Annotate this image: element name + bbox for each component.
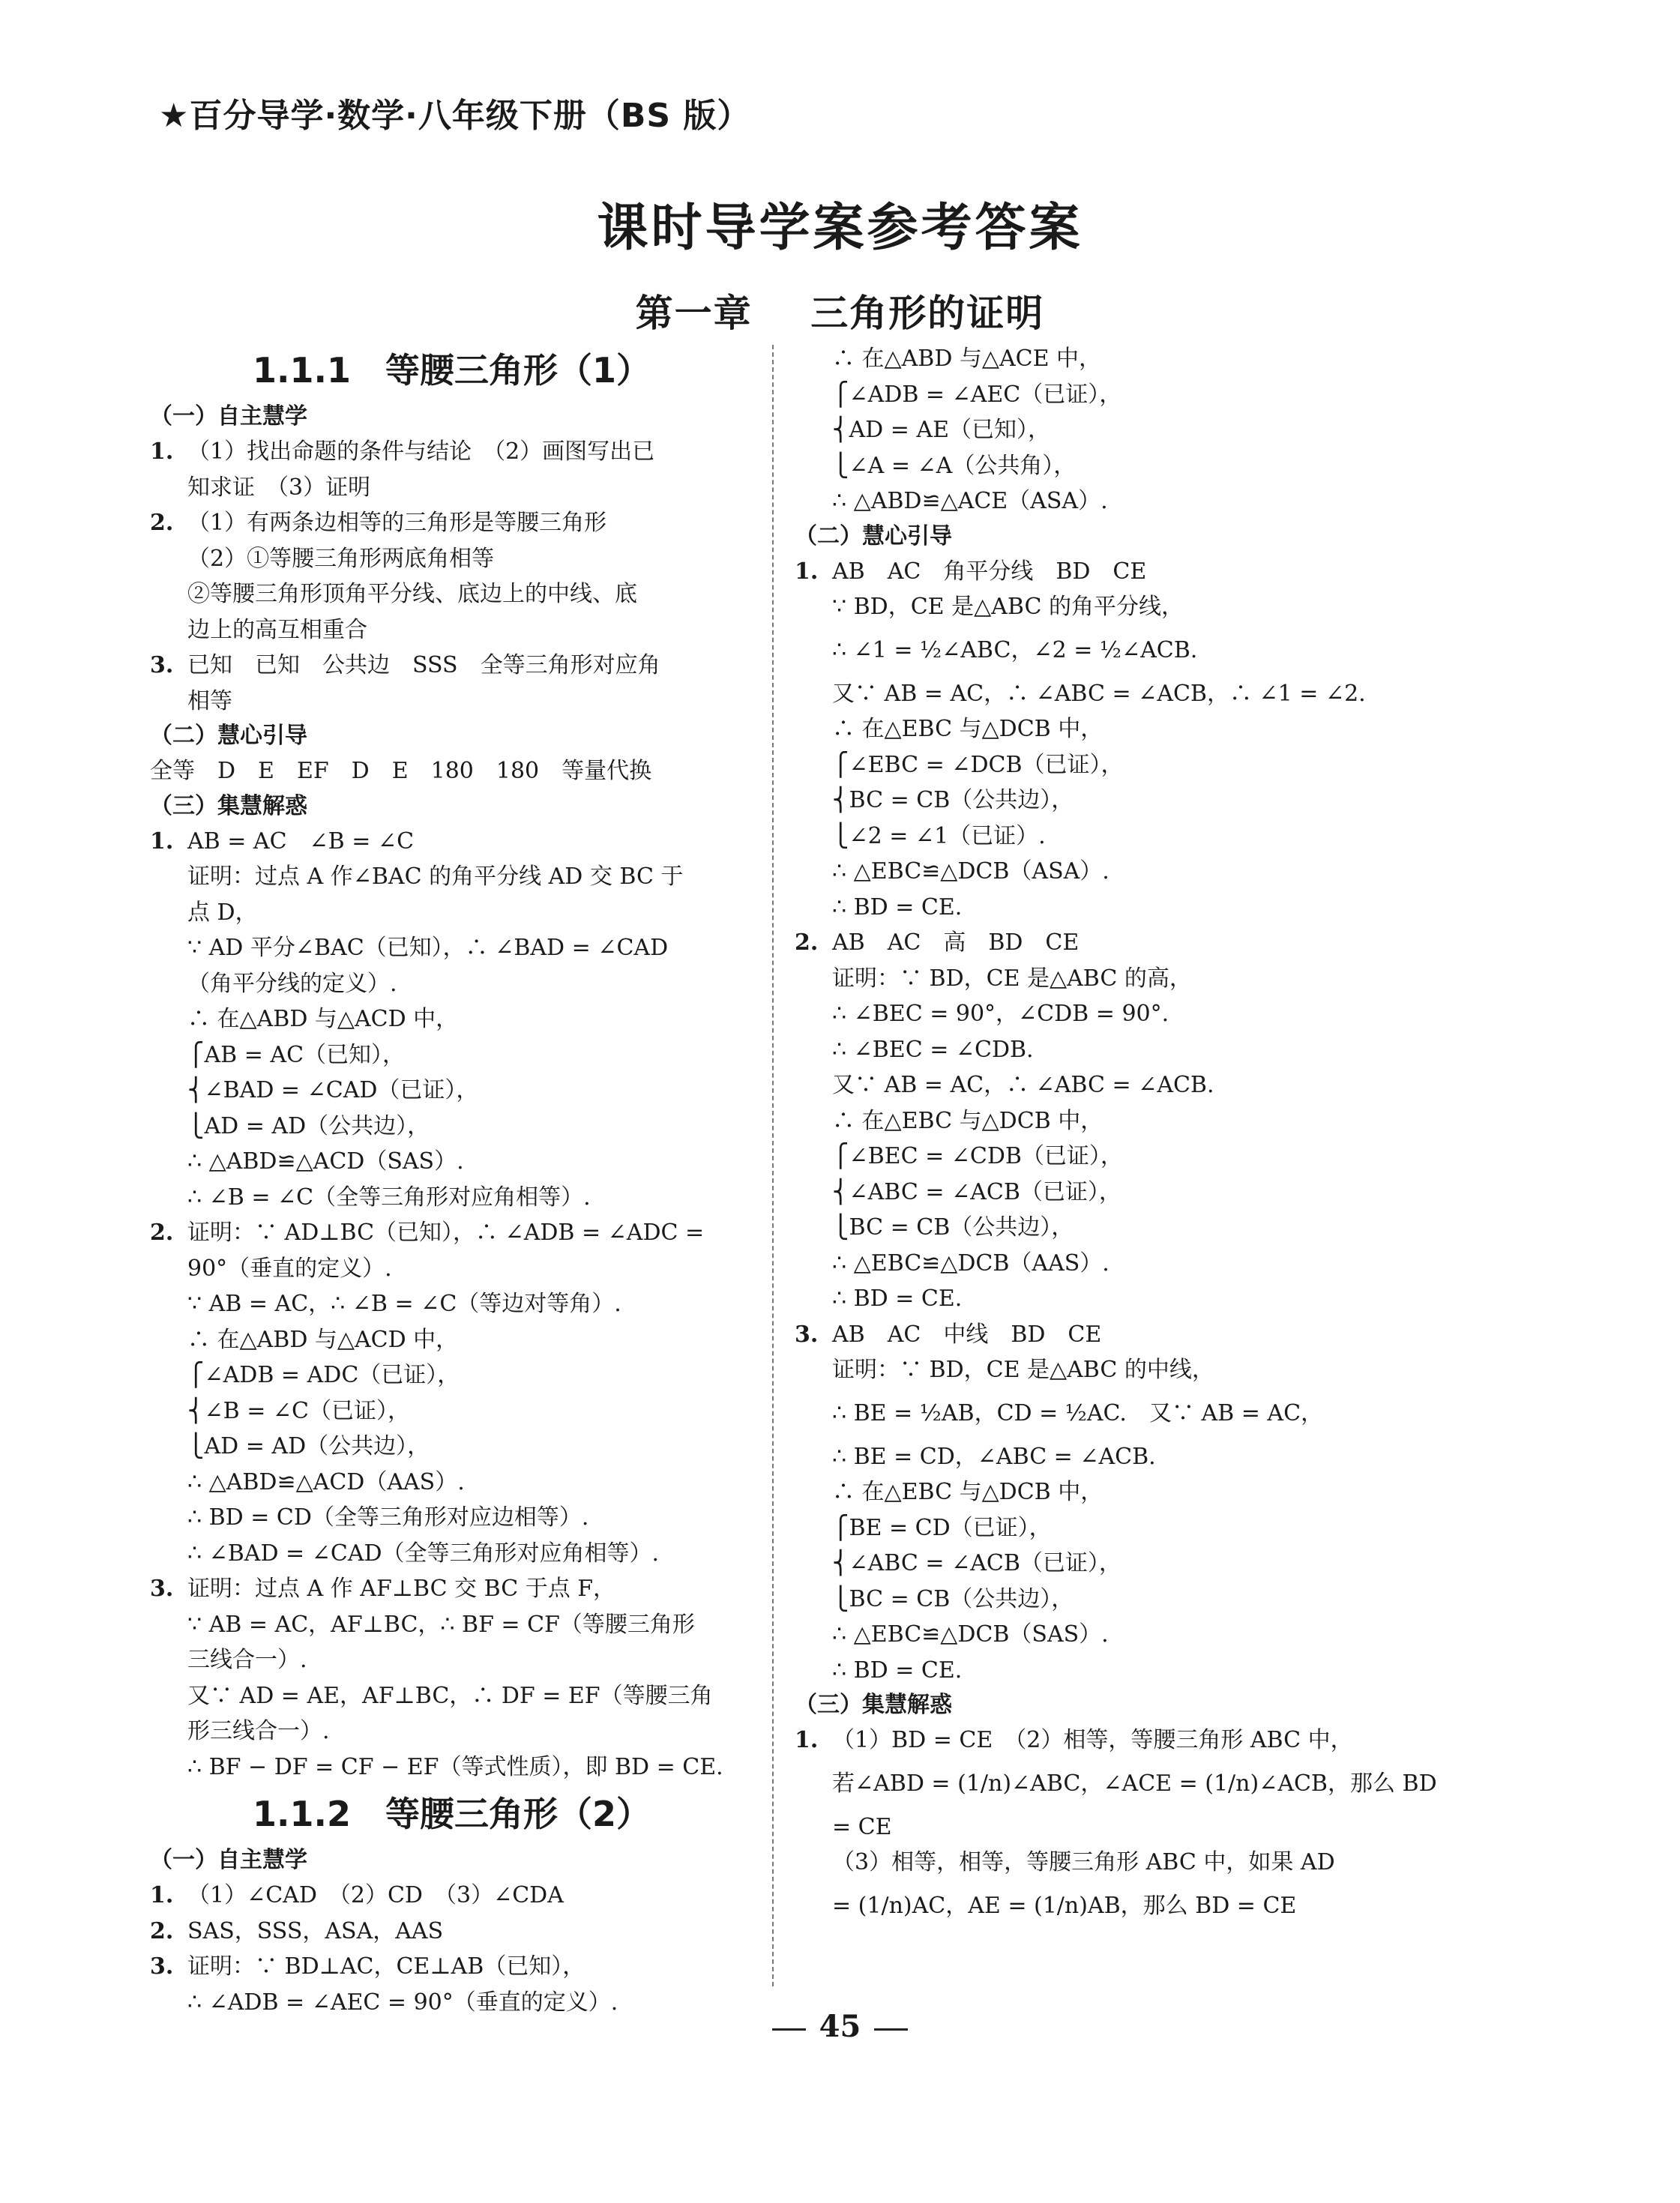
text-line: ∴ BF − DF = CF − EF（等式性质），即 BD = CE. [187, 1753, 723, 1780]
section-title: 1.1.2 等腰三角形（2） [253, 1794, 651, 1834]
right-column [795, 341, 1437, 1932]
text-line: 证明：∵ BD，CE 是△ABC 的高， [832, 965, 1192, 992]
text-line: ∴ 在△EBC 与△DCB 中， [832, 716, 1104, 742]
book-header: ★百分导学·数学·八年级下册（BS 版） [159, 97, 751, 135]
item-number: 3. [795, 1321, 819, 1348]
text-line: 证明：∵ BD⊥AC，CE⊥AB（已知）， [187, 1953, 585, 1980]
brace-line: ⎨∠ABC = ∠ACB（已证）， [832, 1550, 1121, 1576]
text-line: 相等 [187, 687, 232, 714]
text-line: = CE [832, 1813, 892, 1840]
item-number: 2. [150, 1917, 174, 1944]
page-footer [0, 2009, 1680, 2044]
text-line: ∴ △ABD≌△ACD（AAS）. [187, 1468, 465, 1495]
left-column [150, 341, 753, 2020]
text-line: ∵ BD，CE 是△ABC 的角平分线， [832, 594, 1184, 620]
item-number: 1. [795, 558, 819, 585]
subsection-heading: （一）自主慧学 [150, 1847, 307, 1873]
text-line: 点 D， [187, 899, 258, 926]
fraction-line: ∴ BE = ½AB，CD = ½AC. 又∵ AB = AC， [832, 1399, 1324, 1426]
text-line: 证明：∵ BD，CE 是△ABC 的中线， [832, 1357, 1214, 1383]
text-line: 90°（垂直的定义）. [187, 1255, 392, 1282]
text-line: （角平分线的定义）. [187, 970, 397, 997]
text-line: （1）有两条边相等的三角形是等腰三角形 [187, 510, 607, 536]
text-line: 又∵ AB = AC，∴ ∠ABC = ∠ACB. [832, 1072, 1214, 1098]
text-line: ∴ △EBC≌△DCB（SAS）. [832, 1621, 1109, 1648]
text-line: 证明：∵ AD⊥BC（已知），∴ ∠ADB = ∠ADC = [187, 1220, 705, 1246]
brace-line: ⎩AD = AD（公共边）， [187, 1112, 430, 1139]
item-number: 1. [150, 1882, 174, 1908]
brace-line: ⎨AD = AE（已知）， [832, 417, 1050, 443]
text-line: 边上的高互相重合 [187, 616, 367, 643]
brace-line: ⎧∠EBC = ∠DCB（已证）， [832, 751, 1124, 778]
text-line: AB AC 高 BD CE [832, 929, 1080, 956]
text-line: ∵ AB = AC，AF⊥BC，∴ BF = CF（等腰三角形 [187, 1611, 695, 1638]
brace-line: ⎧AB = AC（已知）， [187, 1041, 406, 1068]
item-number: 2. [150, 510, 174, 536]
text-line: AB = AC ∠B = ∠C [187, 828, 415, 855]
text-line: ②等腰三角形顶角平分线、底边上的中线、底 [187, 581, 637, 607]
fraction-line: ∴ ∠1 = ½∠ABC，∠2 = ½∠ACB. [832, 636, 1198, 663]
text-line: （1）∠CAD （2）CD （3）∠CDA [187, 1882, 564, 1908]
text-line: 已知 已知 公共边 SSS 全等三角形对应角 [187, 652, 660, 678]
subsection-heading: （三）集慧解惑 [795, 1692, 952, 1718]
text-line: ∴ △ABD≌△ACD（SAS）. [187, 1148, 464, 1175]
column-divider [772, 345, 774, 1986]
text-line: ∵ AB = AC，∴ ∠B = ∠C（等边对等角）. [187, 1291, 621, 1317]
text-line: ∴ ∠B = ∠C（全等三角形对应角相等）. [187, 1184, 591, 1211]
fraction-line: = (1/n)AC，AE = (1/n)AB，那么 BD = CE [832, 1892, 1297, 1919]
text-line: ∴ BD = CE. [832, 893, 963, 920]
subsection-heading: （二）慧心引导 [795, 522, 952, 549]
text-line: ∴ 在△EBC 与△DCB 中， [832, 1107, 1104, 1134]
subsection-heading: （二）慧心引导 [150, 723, 307, 749]
text-line: ∴ ∠BAD = ∠CAD（全等三角形对应角相等）. [187, 1540, 660, 1567]
brace-line: ⎩BC = CB（公共边）， [832, 1585, 1074, 1612]
text-line: 三线合一）. [187, 1647, 307, 1673]
page-number: 45 [819, 2009, 861, 2044]
text-line: ∴ BE = CD，∠ABC = ∠ACB. [832, 1443, 1156, 1470]
section-title: 1.1.1 等腰三角形（1） [253, 350, 651, 391]
item-number: 3. [150, 652, 174, 678]
subsection-heading: （三）集慧解惑 [150, 792, 307, 819]
brace-line: ⎨BC = CB（公共边）， [832, 787, 1074, 813]
brace-line: ⎧BE = CD（已证）， [832, 1514, 1052, 1541]
brace-line: ⎨∠ABC = ∠ACB（已证）， [832, 1178, 1121, 1205]
footer-dash-left [772, 2028, 806, 2031]
brace-line: ⎩BC = CB（公共边）， [832, 1214, 1074, 1241]
text-line: ∴ △EBC≌△DCB（AAS）. [832, 1250, 1110, 1277]
brace-line: ⎧∠ADB = ADC（已证）， [187, 1362, 460, 1388]
text-line: ∴ BD = CD（全等三角形对应边相等）. [187, 1504, 589, 1531]
fraction-line: 若∠ABD = (1/n)∠ABC，∠ACE = (1/n)∠ACB，那么 BD [832, 1770, 1437, 1797]
item-number: 1. [795, 1727, 819, 1753]
text-line: SAS，SSS，ASA，AAS [187, 1917, 444, 1944]
item-number: 2. [795, 929, 819, 956]
text-line: 全等 D E EF D E 180 180 等量代换 [150, 758, 652, 784]
text-line: 形三线合一）. [187, 1718, 330, 1744]
brace-line: ⎨∠B = ∠C（已证）， [187, 1397, 410, 1424]
text-line: ∵ AD 平分∠BAC（已知），∴ ∠BAD = ∠CAD [187, 935, 669, 961]
item-number: 2. [150, 1220, 174, 1246]
text-line: 证明：过点 A 作∠BAC 的角平分线 AD 交 BC 于 [187, 864, 684, 890]
footer-dash-right [874, 2028, 908, 2031]
text-line: ∴ ∠ADB = ∠AEC = 90°（垂直的定义）. [187, 1989, 618, 2016]
text-line: AB AC 中线 BD CE [832, 1321, 1102, 1348]
text-line: ∴ 在△ABD 与△ACD 中， [187, 1326, 459, 1353]
text-line: ∴ 在△ABD 与△ACD 中， [187, 1006, 459, 1032]
subsection-heading: （一）自主慧学 [150, 403, 307, 430]
text-line: ∴ △ABD≌△ACE（ASA）. [832, 488, 1108, 514]
text-line: （2）①等腰三角形两底角相等 [187, 545, 495, 572]
brace-line: ⎩∠2 = ∠1（已证）. [832, 822, 1046, 849]
text-line: （1）找出命题的条件与结论 （2）画图写出已 [187, 439, 655, 465]
text-line: ∴ ∠BEC = 90°，∠CDB = 90°. [832, 1001, 1169, 1027]
text-line: ∴ BD = CE. [832, 1657, 963, 1684]
text-line: ∴ 在△EBC 与△DCB 中， [832, 1479, 1104, 1505]
text-line: ∴ ∠BEC = ∠CDB. [832, 1036, 1034, 1063]
text-line: ∴ 在△ABD 与△ACE 中， [832, 346, 1102, 372]
page-title: 课时导学案参考答案 [597, 199, 1083, 258]
item-number: 1. [150, 439, 174, 465]
item-number: 3. [150, 1953, 174, 1980]
text-line: 又∵ AD = AE，AF⊥BC，∴ DF = EF（等腰三角 [187, 1682, 713, 1709]
text-line: （3）相等，相等，等腰三角形 ABC 中，如果 AD [832, 1849, 1335, 1875]
item-number: 3. [150, 1576, 174, 1602]
brace-line: ⎧∠BEC = ∠CDB（已证）， [832, 1143, 1123, 1169]
brace-line: ⎨∠BAD = ∠CAD（已证）， [187, 1077, 479, 1103]
text-line: 证明：过点 A 作 AF⊥BC 交 BC 于点 F， [187, 1576, 616, 1602]
text-line: 又∵ AB = AC，∴ ∠ABC = ∠ACB，∴ ∠1 = ∠2. [832, 680, 1366, 707]
text-line: ∴ △EBC≌△DCB（ASA）. [832, 858, 1110, 884]
text-line: AB AC 角平分线 BD CE [832, 558, 1147, 585]
brace-line: ⎧∠ADB = ∠AEC（已证）， [832, 381, 1122, 408]
brace-line: ⎩∠A = ∠A（公共角）， [832, 452, 1077, 479]
chapter-title: 第一章 三角形的证明 [635, 292, 1045, 335]
text-line: 知求证 （3）证明 [187, 474, 371, 501]
brace-line: ⎩AD = AD（公共边）， [187, 1433, 430, 1459]
item-number: 1. [150, 828, 174, 855]
text-line: ∴ BD = CE. [832, 1286, 963, 1312]
text-line: （1）BD = CE （2）相等，等腰三角形 ABC 中， [832, 1727, 1353, 1753]
